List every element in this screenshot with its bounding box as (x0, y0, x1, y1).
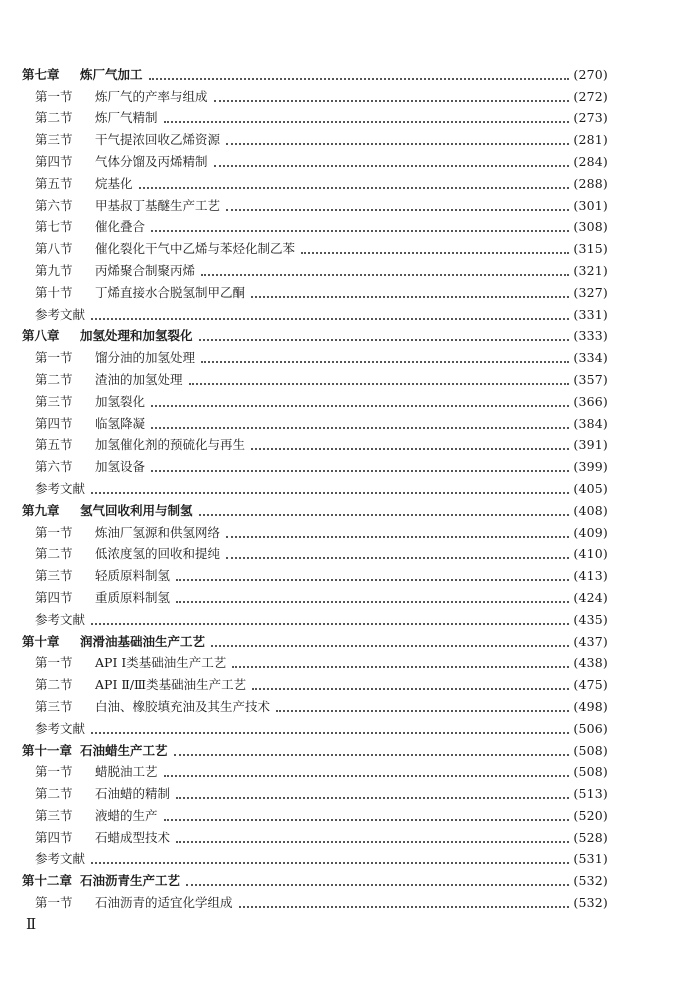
dot-leader (301, 251, 569, 254)
dot-leader (251, 447, 569, 450)
page-number-ref: (281) (573, 132, 608, 148)
page-number-ref: (357) (573, 371, 608, 387)
toc-section-row (22, 519, 608, 541)
dot-leader (149, 77, 570, 80)
section-number: 第八节 (35, 241, 73, 257)
dot-leader (91, 491, 569, 494)
section-number: 第二节 (35, 677, 73, 693)
toc-section-row (22, 170, 608, 192)
page-number-ref: (424) (573, 589, 608, 605)
section-number: 第一节 (35, 764, 73, 780)
toc-section-row (22, 105, 608, 127)
toc-section-row (22, 214, 608, 236)
page-number-ref: (308) (573, 219, 608, 235)
dot-leader (164, 120, 570, 123)
toc-section-row (22, 693, 608, 715)
section-number: 第三节 (35, 807, 73, 823)
toc-chapter-row (22, 61, 608, 83)
page-number-ref: (438) (573, 655, 608, 671)
chapter-title: 润滑油基础油生产工艺 (80, 633, 206, 649)
references-title: 参考文献 (35, 480, 86, 496)
toc-section-row (22, 148, 608, 170)
dot-leader (176, 600, 569, 603)
section-title: 渣油的加氢处理 (95, 371, 183, 387)
page-number-ref: (475) (573, 677, 608, 693)
chapter-title: 石油沥青生产工艺 (80, 873, 181, 889)
toc-section-row (22, 192, 608, 214)
toc-section-row (22, 83, 608, 105)
toc-section-row (22, 584, 608, 606)
page-number-ref: (410) (573, 546, 608, 562)
page-number-ref: (520) (573, 807, 608, 823)
page-number-ref: (399) (573, 459, 608, 475)
dot-leader (91, 317, 569, 320)
toc-section-row (22, 802, 608, 824)
section-title: 炼厂气的产率与组成 (95, 88, 208, 104)
dot-leader (176, 796, 569, 799)
dot-leader (211, 644, 569, 647)
dot-leader (151, 229, 569, 232)
toc-references-row (22, 715, 608, 737)
dot-leader (164, 818, 570, 821)
page-number-ref: (435) (573, 611, 608, 627)
section-number: 第一节 (35, 895, 73, 911)
dot-leader (226, 535, 569, 538)
section-title: 炼厂气精制 (95, 110, 158, 126)
page-number-ref: (315) (573, 241, 608, 257)
page-number-ref: (384) (573, 415, 608, 431)
section-title: 干气提浓回收乙烯资源 (95, 132, 221, 148)
chapter-title: 石油蜡生产工艺 (80, 742, 168, 758)
toc-section-row (22, 126, 608, 148)
page-number-ref: (531) (573, 851, 608, 867)
page-number-ref: (498) (573, 698, 608, 714)
chapter-number: 第十章 (22, 633, 60, 649)
toc-section-row (22, 279, 608, 301)
toc-chapter-row (22, 323, 608, 345)
page-number-ref: (409) (573, 524, 608, 540)
toc-section-row (22, 824, 608, 846)
page-number-ref: (327) (573, 284, 608, 300)
section-number: 第五节 (35, 437, 73, 453)
dot-leader (91, 622, 569, 625)
section-number: 第一节 (35, 88, 73, 104)
toc-section-row (22, 344, 608, 366)
toc-section-row (22, 453, 608, 475)
table-of-contents (22, 61, 608, 911)
dot-leader (176, 578, 569, 581)
section-title: 气体分馏及丙烯精制 (95, 153, 208, 169)
section-title: API Ⅱ/Ⅲ类基础油生产工艺 (95, 677, 247, 693)
toc-chapter-row (22, 737, 608, 759)
dot-leader (226, 556, 569, 559)
toc-chapter-row (22, 867, 608, 889)
dot-leader (189, 382, 570, 385)
chapter-title: 加氢处理和加氢裂化 (80, 328, 193, 344)
dot-leader (226, 208, 569, 211)
section-title: 石蜡成型技术 (95, 829, 171, 845)
page-number-ref: (301) (573, 197, 608, 213)
dot-leader (199, 338, 570, 341)
dot-leader (214, 164, 570, 167)
page-number-ref: (532) (573, 873, 608, 889)
section-title: 丁烯直接水合脱氢制甲乙酮 (95, 284, 246, 300)
page-number-ref: (437) (573, 633, 608, 649)
page-number-ref: (513) (573, 786, 608, 802)
dot-leader (276, 709, 569, 712)
dot-leader (201, 273, 569, 276)
toc-section-row (22, 650, 608, 672)
dot-leader (139, 186, 570, 189)
section-number: 第二节 (35, 786, 73, 802)
page-number-ref: (273) (573, 110, 608, 126)
page-number-ref: (405) (573, 480, 608, 496)
section-number: 第二节 (35, 546, 73, 562)
section-number: 第三节 (35, 698, 73, 714)
dot-leader (186, 883, 569, 886)
chapter-number: 第九章 (22, 502, 60, 518)
page-number-ref: (408) (573, 502, 608, 518)
section-number: 第二节 (35, 371, 73, 387)
page-number: Ⅱ (26, 915, 37, 933)
section-title: 催化叠合 (95, 219, 146, 235)
section-number: 第四节 (35, 829, 73, 845)
page-number-ref: (331) (573, 306, 608, 322)
chapter-number: 第八章 (22, 328, 60, 344)
page-number-ref: (391) (573, 437, 608, 453)
toc-section-row (22, 780, 608, 802)
dot-leader (239, 905, 570, 908)
page-number-ref: (508) (573, 764, 608, 780)
toc-chapter-row (22, 497, 608, 519)
page-number-ref: (272) (573, 88, 608, 104)
section-number: 第九节 (35, 262, 73, 278)
toc-references-row (22, 475, 608, 497)
toc-section-row (22, 410, 608, 432)
toc-section-row (22, 671, 608, 693)
section-title: 加氢设备 (95, 459, 146, 475)
section-number: 第三节 (35, 393, 73, 409)
chapter-number: 第七章 (22, 66, 60, 82)
page-number-ref: (284) (573, 153, 608, 169)
dot-leader (151, 426, 569, 429)
page-number-ref: (270) (573, 66, 608, 82)
section-number: 第六节 (35, 459, 73, 475)
section-title: 甲基叔丁基醚生产工艺 (95, 197, 221, 213)
toc-section-row (22, 562, 608, 584)
section-title: 烷基化 (95, 175, 133, 191)
section-number: 第七节 (35, 219, 73, 235)
section-number: 第三节 (35, 568, 73, 584)
section-number: 第五节 (35, 175, 73, 191)
section-title: API Ⅰ类基础油生产工艺 (95, 655, 227, 671)
page-number-ref: (288) (573, 175, 608, 191)
section-title: 蜡脱油工艺 (95, 764, 158, 780)
section-title: 临氢降凝 (95, 415, 146, 431)
toc-section-row (22, 257, 608, 279)
page-number-ref: (506) (573, 720, 608, 736)
dot-leader (232, 665, 569, 668)
page-number-ref: (532) (573, 895, 608, 911)
toc-section-row (22, 759, 608, 781)
page-number-ref: (333) (573, 328, 608, 344)
toc-section-row (22, 235, 608, 257)
dot-leader (91, 861, 569, 864)
page-number-ref: (366) (573, 393, 608, 409)
section-number: 第四节 (35, 415, 73, 431)
chapter-number: 第十二章 (22, 873, 73, 889)
section-number: 第四节 (35, 589, 73, 605)
dot-leader (199, 513, 570, 516)
dot-leader (164, 774, 570, 777)
section-title: 加氢催化剂的预硫化与再生 (95, 437, 246, 453)
toc-references-row (22, 846, 608, 868)
dot-leader (91, 731, 569, 734)
toc-section-row (22, 366, 608, 388)
section-title: 重质原料制氢 (95, 589, 171, 605)
section-number: 第三节 (35, 132, 73, 148)
dot-leader (176, 840, 569, 843)
section-title: 加氢裂化 (95, 393, 146, 409)
page-number-ref: (321) (573, 262, 608, 278)
section-title: 白油、橡胶填充油及其生产技术 (95, 698, 271, 714)
toc-references-row (22, 606, 608, 628)
toc-section-row (22, 541, 608, 563)
dot-leader (201, 360, 569, 363)
dot-leader (151, 404, 569, 407)
toc-chapter-row (22, 628, 608, 650)
dot-leader (151, 469, 569, 472)
dot-leader (174, 753, 570, 756)
section-title: 轻质原料制氢 (95, 568, 171, 584)
page-number-ref: (334) (573, 350, 608, 366)
references-title: 参考文献 (35, 611, 86, 627)
section-number: 第十节 (35, 284, 73, 300)
dot-leader (226, 142, 569, 145)
dot-leader (251, 295, 569, 298)
section-number: 第四节 (35, 153, 73, 169)
toc-references-row (22, 301, 608, 323)
section-title: 炼油厂氢源和供氢网络 (95, 524, 221, 540)
toc-section-row (22, 388, 608, 410)
dot-leader (252, 687, 569, 690)
section-number: 第一节 (35, 655, 73, 671)
section-number: 第一节 (35, 350, 73, 366)
references-title: 参考文献 (35, 720, 86, 736)
section-title: 催化裂化干气中乙烯与苯烃化制乙苯 (95, 241, 296, 257)
section-title: 石油蜡的精制 (95, 786, 171, 802)
section-title: 石油沥青的适宜化学组成 (95, 895, 233, 911)
section-title: 馏分油的加氢处理 (95, 350, 196, 366)
chapter-title: 炼厂气加工 (80, 66, 143, 82)
section-number: 第六节 (35, 197, 73, 213)
references-title: 参考文献 (35, 851, 86, 867)
section-title: 液蜡的生产 (95, 807, 158, 823)
page-number-ref: (508) (573, 742, 608, 758)
page-number-ref: (528) (573, 829, 608, 845)
chapter-number: 第十一章 (22, 742, 73, 758)
section-title: 丙烯聚合制聚丙烯 (95, 262, 196, 278)
section-number: 第一节 (35, 524, 73, 540)
section-number: 第二节 (35, 110, 73, 126)
section-title: 低浓度氢的回收和提纯 (95, 546, 221, 562)
page-number-ref: (413) (573, 568, 608, 584)
toc-section-row (22, 889, 608, 911)
toc-section-row (22, 432, 608, 454)
references-title: 参考文献 (35, 306, 86, 322)
dot-leader (214, 99, 570, 102)
chapter-title: 氢气回收利用与制氢 (80, 502, 193, 518)
